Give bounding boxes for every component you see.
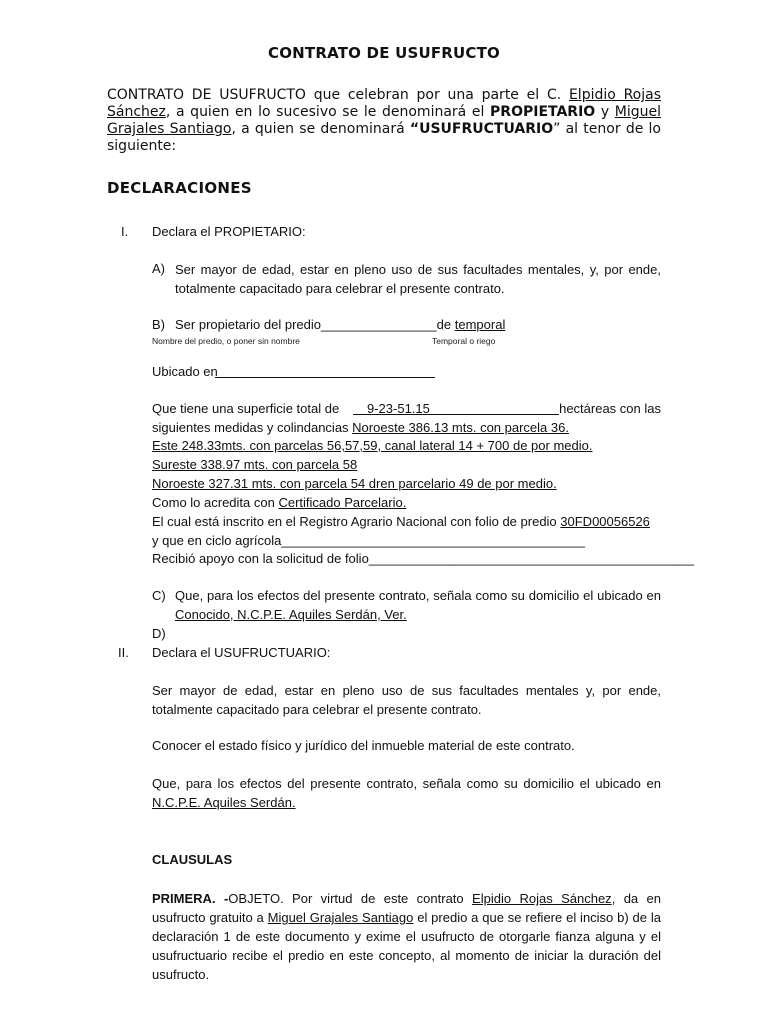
colindancia-este: Este 248.33mts. con parcelas 56,57,59, canal lateral 14 + 700 de por medio.	[152, 438, 593, 453]
predio-type-value: temporal	[454, 317, 506, 332]
predio-type-note: Temporal o riego	[432, 336, 496, 346]
section-1-number: I.	[121, 224, 129, 239]
colindancia-sureste: Sureste 338.97 mts. con parcela 58	[152, 457, 358, 472]
owner-name: Elpidio Rojas Sánchez	[107, 87, 661, 120]
ubicado-blank	[215, 377, 435, 378]
hectareas-label: hectáreas con las	[559, 401, 661, 416]
item-a-letter: A)	[152, 261, 165, 276]
section-2-number: II.	[118, 645, 129, 660]
usufructuario-paragraph-1: Ser mayor de edad, estar en pleno uso de sus facultades mentales y, por ende, totalmente capacitado para celebrar el presente contrato.	[152, 683, 661, 717]
declaraciones-heading: DECLARACIONES	[107, 179, 252, 197]
item-b-letter: B)	[152, 317, 165, 332]
user-name: Miguel Grajales Santiago	[107, 104, 661, 137]
predio-name-blank: ________________	[320, 317, 437, 332]
usufructuario-paragraph-3: Que, para los efectos del presente contrato, señala como su domicilio el ubicado en	[152, 776, 661, 791]
predio-name-note: Nombre del predio, o poner sin nombre	[152, 336, 300, 346]
document-title: CONTRATO DE USUFRUCTO	[268, 44, 500, 62]
colindancia-noroeste-2: Noroeste 327.31 mts. con parcela 54 dren parcelario 49 de por medio.	[152, 476, 557, 491]
ubicado-label: Ubicado en	[152, 364, 218, 379]
user-term: “USUFRUCTUARIO	[409, 121, 554, 137]
apoyo-line: Recibió apoyo con la solicitud de folio_____________________________________________	[152, 551, 695, 566]
owner-term: PROPIETARIO	[490, 104, 596, 120]
intro-paragraph: CONTRATO DE USUFRUCTO que celebran por una parte el C. Elpidio Rojas Sánchez, a quien en lo sucesivo se le denominará el PROPIETARIO y Miguel Grajales Santiago, a quien se denominará “USUFRUCTUARIO” al tenor de lo siguiente:	[107, 87, 661, 154]
primera-owner: Elpidio Rojas Sánchez	[472, 891, 612, 906]
usufructuario-domicilio: N.C.P.E. Aquiles Serdán.	[152, 795, 296, 810]
primera-user: Miguel Grajales Santiago	[267, 910, 414, 925]
ciclo-line: y que en ciclo agrícola__________________________________________	[152, 533, 586, 548]
acredita-value: Certificado Parcelario.	[278, 495, 407, 510]
folio-predio-value: 30FD00056526	[560, 514, 650, 529]
medidas-line: siguientes medidas y colindancias Noroeste 386.13 mts. con parcela 36.	[152, 420, 569, 435]
item-a-text: Ser mayor de edad, estar en pleno uso de sus facultades mentales, y, por ende, totalmente capacitado para celebrar el presente contrato.	[175, 262, 661, 296]
usufructuario-paragraph-2: Conocer el estado físico y jurídico del inmueble material de este contrato.	[152, 738, 575, 753]
clausula-primera: PRIMERA. -OBJETO. Por virtud de este contrato Elpidio Rojas Sánchez, da en usufructo gratuito a Miguel Grajales Santiago el predio a que se refiere el inciso b) de la declaración 1 de este documento y exime el usufructo de otorgarle fianza alguna y el usufructuario recibe el predio en este concepto, al momento de iniciar la duración del usufructo.	[152, 891, 662, 982]
superficie-value: 9-23-51.15	[367, 401, 430, 416]
primera-label: PRIMERA. -	[152, 891, 229, 906]
item-c-value: Conocido, N.C.P.E. Aquiles Serdán, Ver.	[175, 607, 407, 622]
item-c-text: Que, para los efectos del presente contrato, señala como su domicilio el ubicado en	[175, 588, 661, 603]
colindancia-noroeste-1: Noroeste 386.13 mts. con parcela 36.	[352, 420, 569, 435]
section-1-label: Declara el PROPIETARIO:	[152, 224, 306, 239]
superficie-label: Que tiene una superficie total de	[152, 401, 340, 416]
acredita-line: Como lo acredita con Certificado Parcelario.	[152, 495, 407, 510]
item-b-text: Ser propietario del predio________________de temporal	[175, 317, 506, 332]
inscrito-line: El cual está inscrito en el Registro Agrario Nacional con folio de predio 30FD00056526	[152, 514, 650, 529]
item-c-letter: C)	[152, 588, 166, 603]
section-2-label: Declara el USUFRUCTUARIO:	[152, 645, 331, 660]
clausulas-heading: CLAUSULAS	[152, 852, 233, 867]
item-d-letter: D)	[152, 626, 166, 641]
